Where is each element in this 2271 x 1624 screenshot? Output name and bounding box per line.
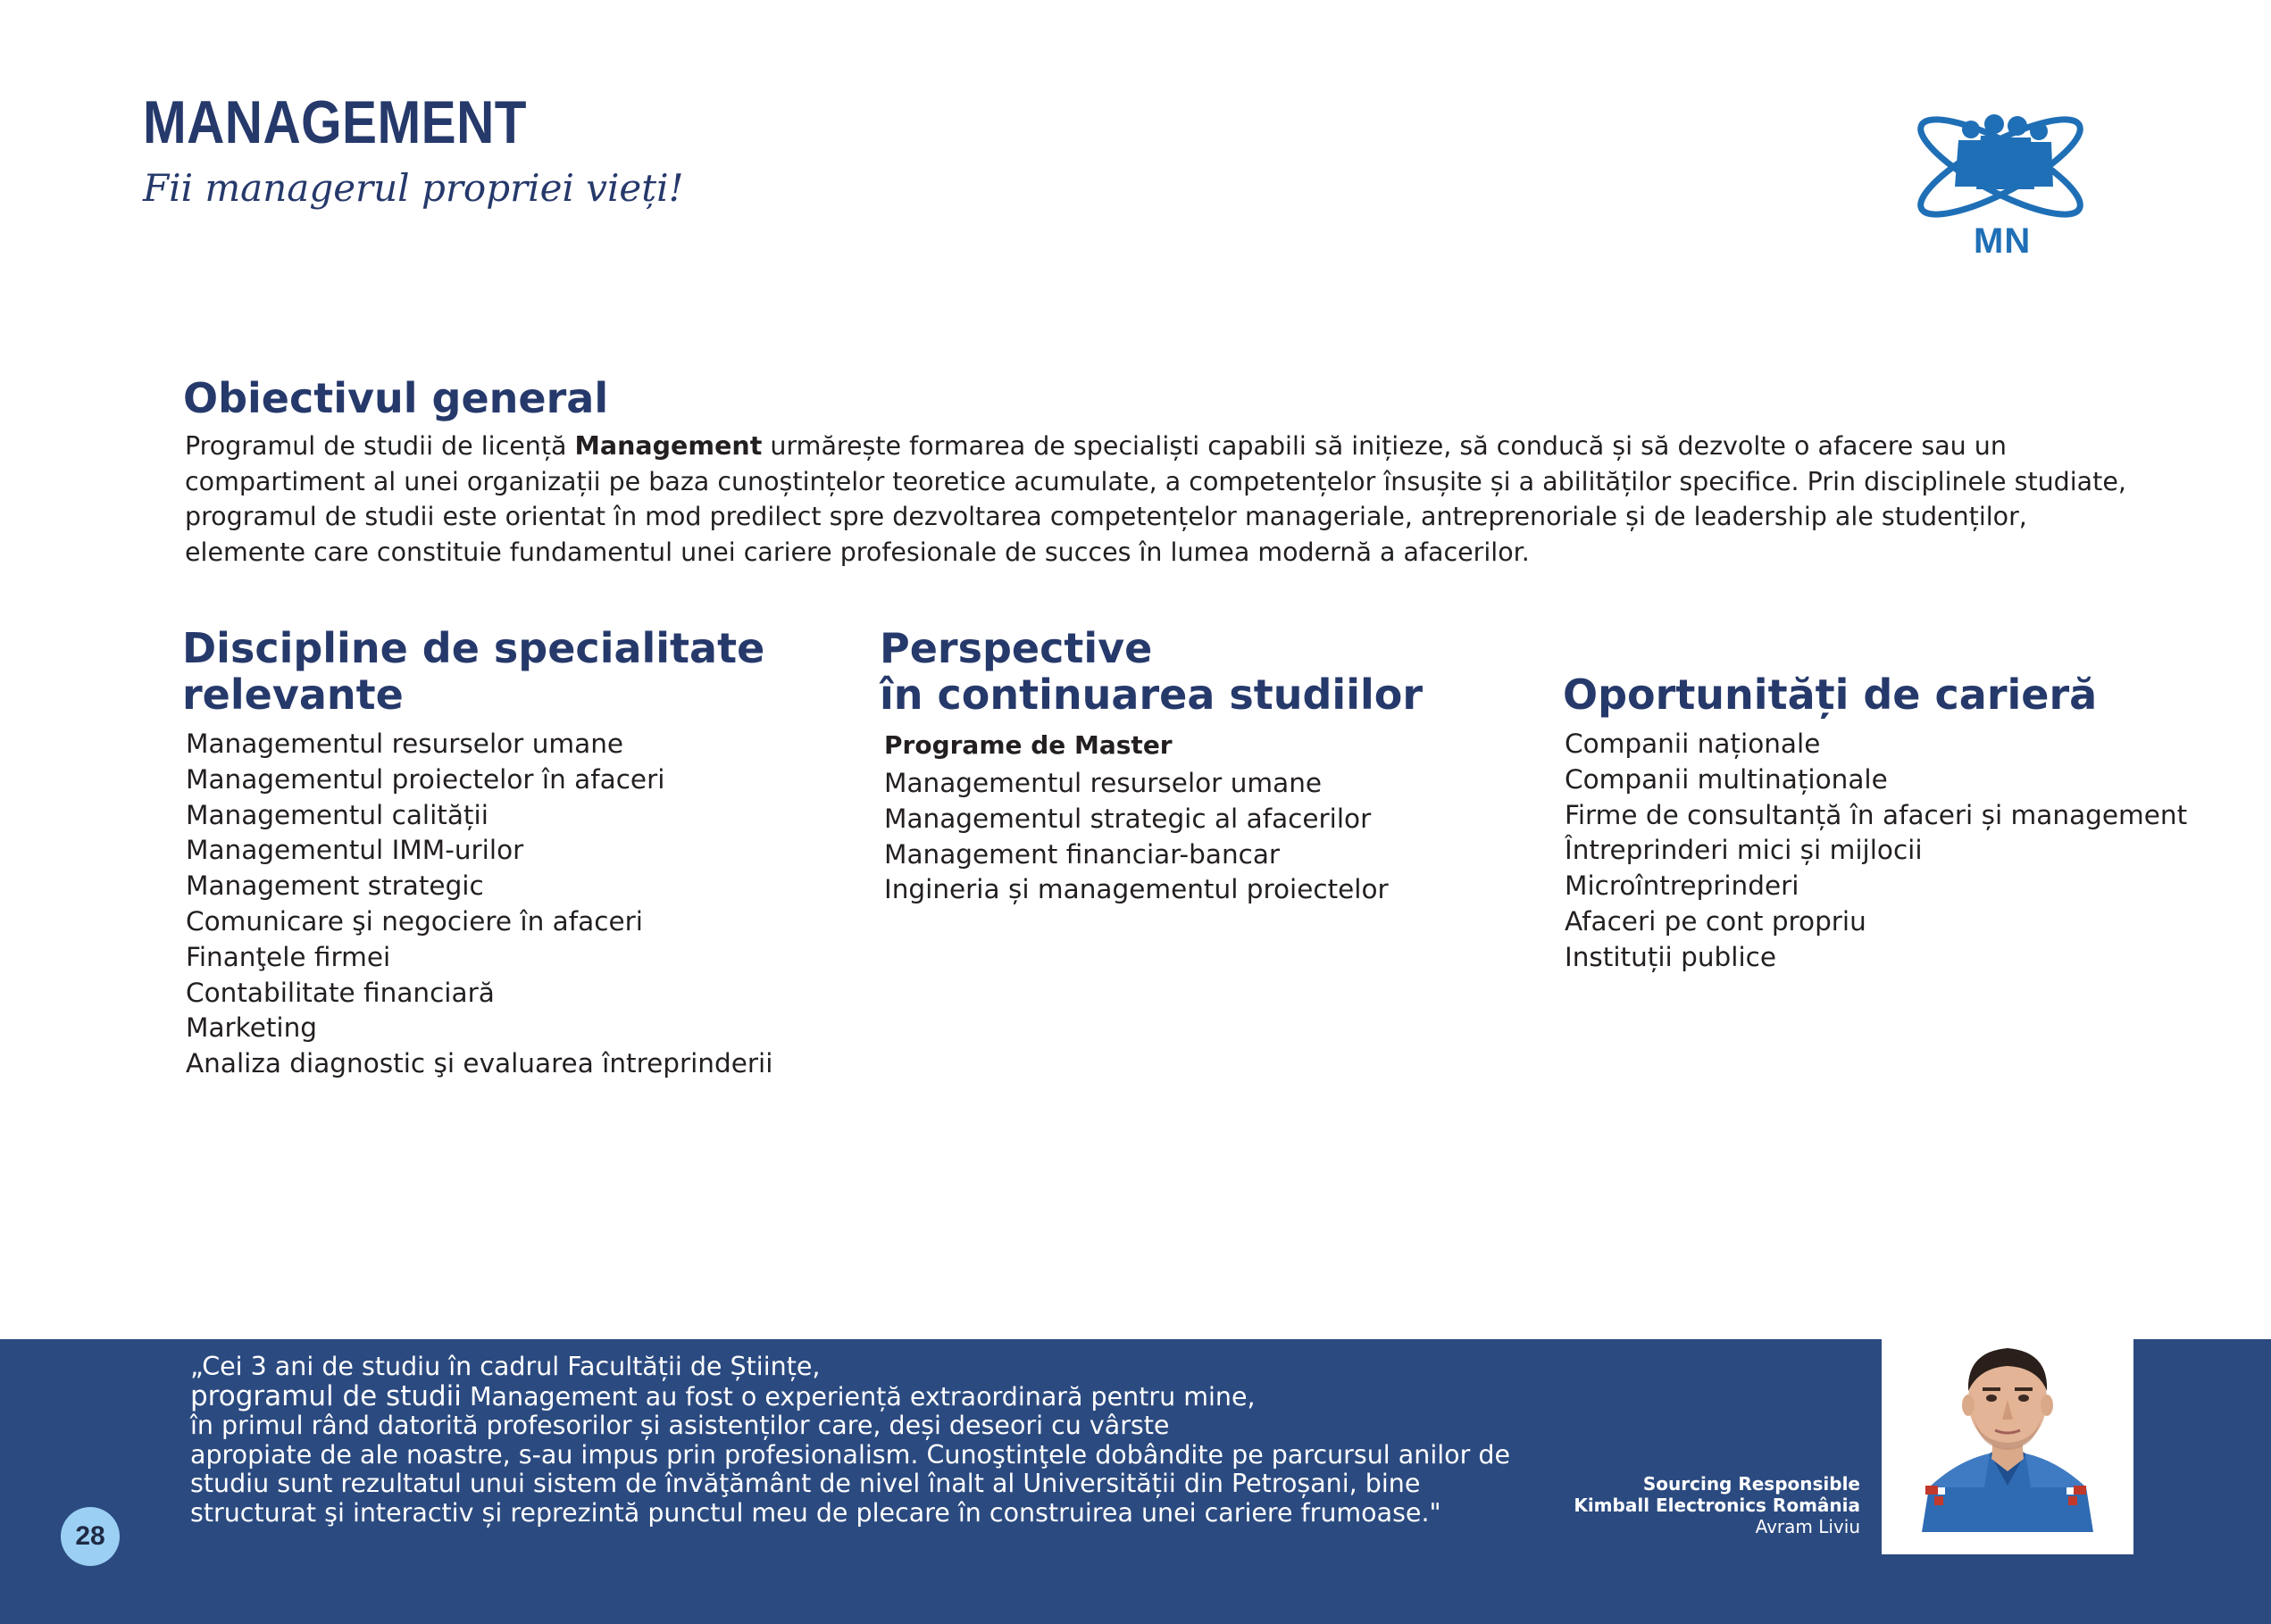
list-item: Microîntreprinderi xyxy=(1565,870,1799,902)
portrait-frame xyxy=(1882,1336,2133,1554)
list-item: Managementul calității xyxy=(186,799,488,830)
list-item: Finanţele firmei xyxy=(186,941,391,972)
quote-line: „Cei 3 ani de studiu în cadrul Facultății de Științe, xyxy=(190,1352,821,1381)
disciplines-list xyxy=(186,727,772,1082)
list-item: Contabilitate financiară xyxy=(186,977,495,1008)
objective-text-bold: Management xyxy=(574,431,763,461)
objective-heading: Obiectivul general xyxy=(183,374,609,422)
quote-line xyxy=(190,1379,1583,1412)
list-item: Management financiar-bancar xyxy=(884,838,1281,870)
logo-label: MN xyxy=(1974,221,2032,261)
list-item: Ingineria și managementul proiectelor xyxy=(884,874,1389,905)
perspectives-heading xyxy=(880,625,1505,718)
page-title: MANAGEMENT xyxy=(143,88,527,156)
list-item: Întreprinderi mici și mijlocii xyxy=(1565,835,1923,866)
objective-text-start: Programul de studii de licență xyxy=(185,431,575,461)
list-item: Companii naționale xyxy=(1565,729,1821,759)
quote-line: structurat şi interactiv și reprezintă punctul meu de plecare în construirea unei cariere frumoase." xyxy=(190,1497,1441,1528)
attribution-company: Kimball Electronics România xyxy=(1574,1495,1860,1516)
disciplines-heading-line1: Discipline de specialitate xyxy=(182,624,765,672)
page-subtitle: Fii managerul propriei vieți! xyxy=(143,166,684,210)
quote-line-rest: Management au fost o experiență extraordinară pentru mine, xyxy=(461,1381,1256,1412)
list-item: Managementul IMM-urilor xyxy=(186,835,524,866)
portrait-photo xyxy=(1904,1336,2111,1532)
list-item: Companii multinaționale xyxy=(1565,763,1888,795)
testimonial-quote xyxy=(190,1353,1583,1528)
attribution-role: Sourcing Responsible xyxy=(1642,1473,1860,1495)
list-item: Managementul proiectelor în afaceri xyxy=(186,763,665,795)
disciplines-heading-line2: relevante xyxy=(182,670,404,719)
attribution-name: Avram Liviu xyxy=(1755,1516,1860,1537)
page-number-badge: 28 xyxy=(61,1507,120,1566)
list-item: Comunicare şi negociere în afaceri xyxy=(186,905,643,937)
perspectives-heading-line2: în continuarea studiilor xyxy=(880,670,1424,719)
careers-list xyxy=(1565,727,2187,976)
list-item: Analiza diagnostic şi evaluarea întreprinderii xyxy=(186,1048,773,1079)
quote-emphasis: programul de studii xyxy=(190,1379,462,1412)
list-item: Managementul resurselor umane xyxy=(884,768,1323,798)
perspectives-heading-line1: Perspective xyxy=(880,624,1153,672)
objective-paragraph xyxy=(185,429,2150,570)
list-item: Instituții publice xyxy=(1565,941,1777,972)
list-item: Managementul strategic al afacerilor xyxy=(884,803,1372,834)
list-item: Afaceri pe cont propriu xyxy=(1565,905,1866,937)
master-programs-list xyxy=(884,766,1389,908)
master-programs-subheading: Programe de Master xyxy=(884,730,1173,760)
disciplines-heading xyxy=(182,625,897,718)
list-item: Managementul resurselor umane xyxy=(186,729,624,759)
list-item: Firme de consultanță în afaceri și management xyxy=(1565,799,2188,830)
objective-text-end: urmărește formarea de specialiști capabili să inițieze, să conducă și să dezvolte o afacere sau un compartiment al unei organizații pe baza cunoștințelor teoretice acumulate, a competențelor însușite și a abilităților specifice. Prin disciplinele studiate, programul de studii este orientat în mod predilect spre dezvoltarea competențelor manageriale, antreprenoriale și de leadership ale studenților, elemente care constituie fundamentul unei cariere profesionale de succes în lumea modernă a afacerilor. xyxy=(185,431,2126,567)
list-item: Management strategic xyxy=(186,870,484,902)
quote-line: în primul rând datorită profesorilor și asistenților care, deși deseori cu vârste xyxy=(190,1411,1170,1440)
quote-line: studiu sunt rezultatul unui sistem de învăţământ de nivel înalt al Universității din Petroșani, bine xyxy=(190,1469,1421,1498)
testimonial-attribution xyxy=(1574,1473,1860,1537)
careers-heading: Oportunități de carieră xyxy=(1563,670,2098,719)
quote-line: apropiate de ale noastre, s-au impus prin profesionalism. Cunoştinţele dobândite pe parcursul anilor de xyxy=(190,1439,1510,1470)
list-item: Marketing xyxy=(186,1012,318,1044)
